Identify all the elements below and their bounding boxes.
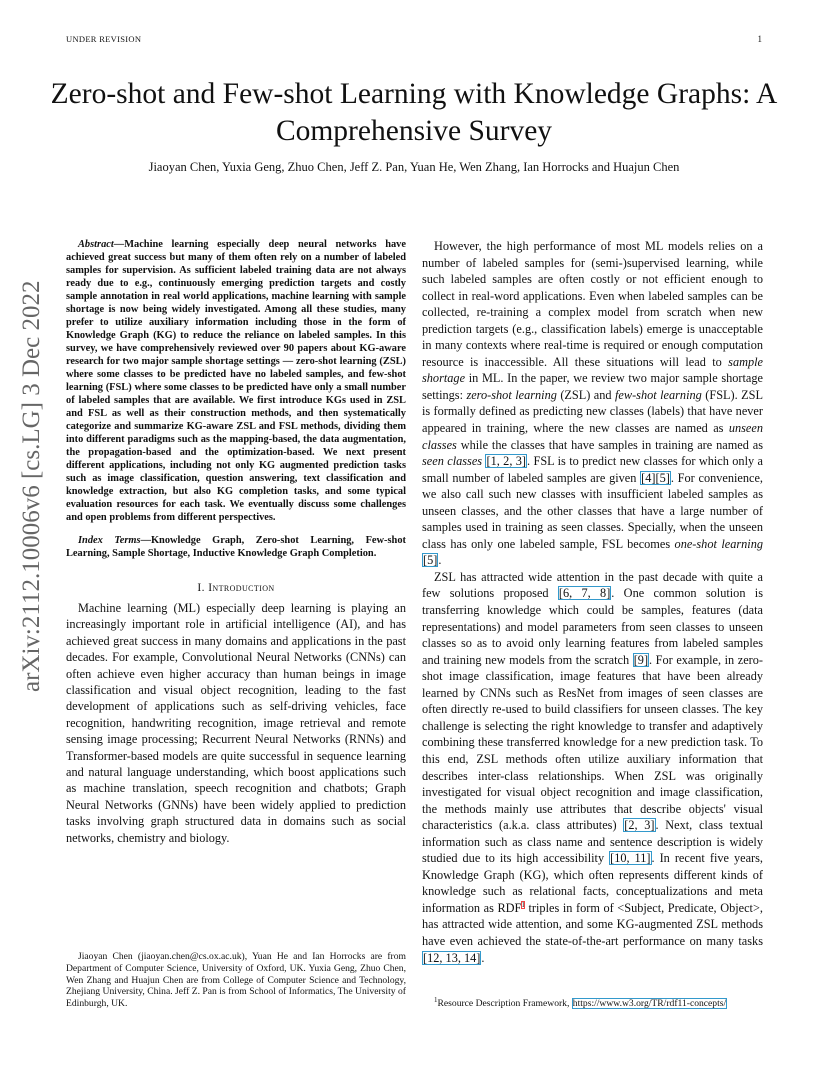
citation-link[interactable]: [5] [423,553,438,568]
text-run: in ML. In the paper, we review two major sample shortage settings: [422,371,763,402]
author-list: Jiaoyan Chen, Yuxia Geng, Zhuo Chen, Jeff Z. Pan, Yuan He, Wen Zhang, Ian Horrocks and Huajun Chen [148,160,680,174]
text-run: . One common solution is transferring knowledge which could be samples, features (data representations) and model parameters from seen classes to unseen classes so as to avoid only learning features from labeled samples and training new models from the scratch [422,586,763,667]
text-run: . FSL is to predict new classes for which only a small number of labeled samples are given [422,454,763,485]
emphasis-term: one-shot learning [674,536,763,551]
paper-title: Zero-shot and Few-shot Learning with Knowledge Graphs: A Comprehensive Survey [50,78,778,147]
emphasis-term: seen classes [422,454,483,469]
left-column [66,238,406,846]
text-run: However, the high performance of most ML models relies on a number of labeled samples for (semi-)supervised learning, while such labeled samples are often costly or not efficient enough to collect in real-word applications. Even when labeled samples can be collected, re-training a complex model from scratch when new prediction targets (e.g., classification labels) emerge is unacceptable in many contexts where real-time is required or enough computation resource is inaccessible. All these situations will lead to [422,239,763,369]
abstract-text: —Machine learning especially deep neural networks have achieved great success but many of them often rely on a number of labeled samples for supervision. As sufficient labeled training data are not always ready due to e.g., continuously emerging prediction targets and costly sample annotation in real world applications, machine learning with sample shortage is now being widely investigated. Among all these studies, many prefer to utilize auxiliary information including those in the form of Knowledge Graph (KG) to reduce the reliance on labeled samples. In this survey, we have comprehensively reviewed over 90 papers about KG-aware research for two major sample shortage settings — zero-shot learning (ZSL) where some classes to be predicted have no labeled samples, and few-shot learning (FSL) where some classes to be predicted have only a small number of labeled samples that are available. We first introduce KGs used in ZSL and FSL as well as their construction methods, and then systematically categorize and summarize KG-aware ZSL and FSL methods, dividing them into different paradigms such as the mapping-based, the data augmentation, the propagation-based and the optimization-based. We next present different applications, including not only KG augmented prediction tasks such as image classification, question answering, text classification and knowledge extraction, but also KG completion tasks, and some typical evaluation resources for each task. We eventually discuss some challenges and open problems from different perspectives. [66,239,406,523]
index-terms-text: —Knowledge Graph, Zero-shot Learning, Few-shot Learning, Sample Shortage, Inductive Knowledge Graph Completion. [66,535,406,559]
text-run: . For convenience, we also call such new classes with insufficient labeled samples as unseen classes, and the other classes that have a large number of samples used in training as seen classes. Specially, when the unseen class has only one labeled sample, FSL becomes [422,470,764,551]
rdf-footnote [422,995,763,1010]
index-terms [66,534,406,560]
citation-link[interactable]: [1, 2, 3] [486,454,527,469]
text-run: . [481,950,485,965]
citation-link[interactable]: [2, 3] [624,818,655,833]
text-run: triples in form of <Subject, Predicate, Object>, has attracted wide attention, and some KG-augmented ZSL methods have even achieved the state-of-the-art performance on many tasks [422,900,763,948]
index-terms-label: Index Terms [78,535,141,546]
running-head: UNDER REVISION [66,34,142,44]
text-run: ZSL has attracted wide attention in the past decade with quite a few solutions proposed [422,569,763,601]
arxiv-stamp: arXiv:2112.10006v6 [cs.LG] 3 Dec 2022 [18,280,45,692]
citation-link[interactable]: [9] [633,652,649,667]
footnote-text: Resource Description Framework, [437,998,572,1009]
citation-link[interactable]: [10, 11] [610,851,651,866]
page-number: 1 [757,34,762,44]
abstract [66,238,406,524]
right-column [422,238,763,966]
text-run: (FSL). ZSL is formally defined as predicting new classes (labels) that have never appeared in training, where the new classes are named as [422,387,764,436]
text-run: . In recent five years, Knowledge Graph (KG), which often represents different kinds of knowledge such as relational facts, conceptualizations and meta information as RDF [422,851,763,915]
citation-link[interactable]: [4][5] [641,470,670,485]
emphasis-term: sample shortage [422,354,763,386]
text-run: . Next, class textual information such as class name and sentence description is widely studied due to its high accessibility [422,818,764,866]
footnote-link[interactable]: 1 [521,900,525,909]
affiliation-footnote: Jiaoyan Chen (jiaoyan.chen@cs.ox.ac.uk), Yuan He and Ian Horrocks are from Department of Computer Science, University of Oxford, UK. Yuxia Geng, Zhuo Chen, Wen Zhang and Huajun Chen are from College of Computer Science and Technology, Zhejiang University, China. Jeff Z. Pan is from School of Informatics, The University of Edinburgh, UK. [66,951,406,1010]
text-run: while the classes that have samples in training are named as [456,437,763,452]
emphasis-term: unseen classes [422,421,763,452]
citation-link[interactable]: [6, 7, 8] [558,586,611,601]
intro-paragraph: Machine learning (ML) especially deep learning is playing an increasingly important role in artificial intelligence (AI), and has achieved great success in many domains and applications in the past decades. For example, Convolutional Neural Networks (CNNs) can often achieve even higher accuracy than human beings in image classification and visual object recognition, leading to the fast development of applications such as self-driving vehicles, face recognition, handwriting recognition, image retrieval and remote sensing image processing; Recurrent Neural Networks (RNNs) and Transformer-based models are quite successful in sequence learning and natural language understanding, which boost applications such as machine translation, speech recognition and chatbots; Graph Neural Networks (GNNs) have been widely applied to prediction tasks involving graph structured data in domains such as social networks, chemistry and biology. [66,601,406,845]
text-run: (ZSL) and [556,387,616,402]
section-heading [66,582,406,594]
paragraph-zsl [422,569,763,966]
citation-link[interactable]: [12, 13, 14] [423,950,481,965]
text-run: . [438,553,442,568]
emphasis-term: few-shot learning [615,387,702,402]
paragraph-sample-shortage [422,238,763,569]
emphasis-term: zero-shot learning [466,387,557,402]
footnote-mark: 1 [434,995,438,1004]
section-numeral: I. [197,582,209,594]
abstract-label: Abstract [78,239,114,250]
rdf-url-link[interactable]: https://www.w3.org/TR/rdf11-concepts/ [572,998,727,1009]
text-run: . For example, in zero-shot image classification, image features that have been already learned by CNNs such as ResNet from images of seen classes are often directly re-used to build classifiers for unseen classes. The key challenge is selecting the right knowledge to transfer and adaptively combining these transferred knowledge for a new prediction task. To this end, ZSL methods often utilize auxiliary information that describes inter-class relationships. When ZSL was originally investigated for visual object recognition and image classification, the methods mainly use attributes that describe objects' visual characteristics (a.k.a. class attributes) [422,652,764,833]
section-title: Introduction [208,582,275,594]
